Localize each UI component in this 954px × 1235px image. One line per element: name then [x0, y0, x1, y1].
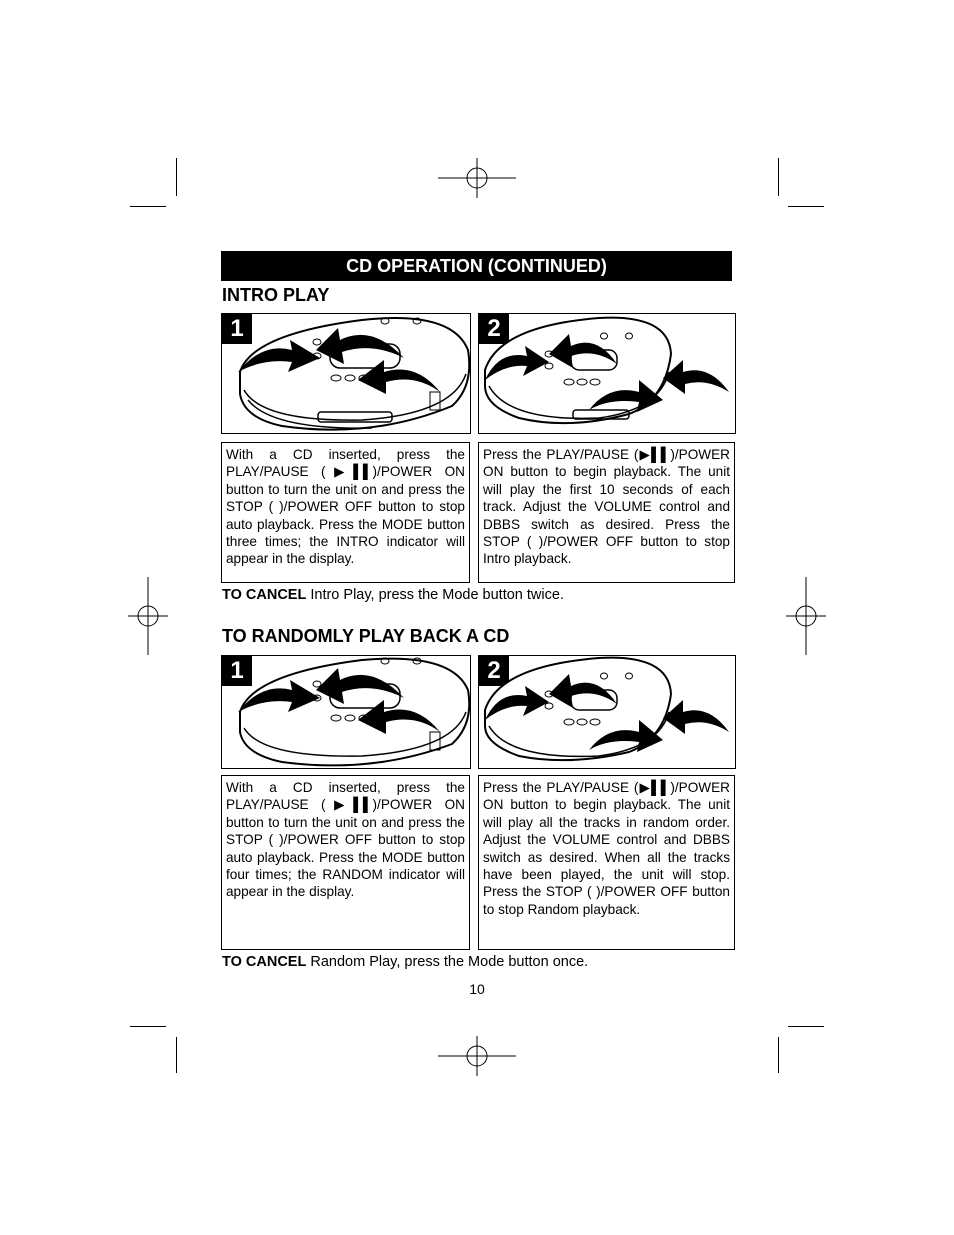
- section-banner: [221, 251, 732, 281]
- intro-step2-instructions: [478, 442, 735, 583]
- step-badge: 1: [222, 656, 252, 686]
- intro-play-title: INTRO PLAY: [222, 285, 330, 305]
- intro-step2-illustration: [478, 313, 736, 434]
- random-play-title: TO RANDOMLY PLAY BACK A CD: [222, 626, 510, 646]
- random-step2-instructions: [478, 775, 735, 950]
- instruction-text: With a CD inserted, press the PLAY/PAUSE (▶▌▌)/POWER ON button to turn the unit on and press the STOP ( )/POWER OFF button to stop auto playback. Press the MODE button four times; the RANDOM indicator will appear in the display.: [226, 780, 465, 900]
- cancel-label: TO CANCEL: [222, 954, 307, 970]
- crop-mark: [778, 1037, 779, 1073]
- instruction-text: With a CD inserted, press the PLAY/PAUSE (▶▌▌)/POWER ON button to turn the unit on and press the STOP ( )/POWER OFF button to stop auto playback. Press the MODE button three times; the INTRO indicator will appear in the display.: [226, 447, 465, 567]
- crop-mark: [176, 158, 177, 196]
- intro-step1-instructions: [221, 442, 470, 583]
- registration-mark-top: [438, 158, 516, 198]
- cd-player-drawing: [479, 656, 735, 768]
- step-badge: 2: [479, 656, 509, 686]
- registration-mark-left: [128, 577, 168, 655]
- instruction-text: Press the PLAY/PAUSE (▶▌▌)/POWER ON button to begin playback. The unit will play the first 10 seconds of each track. Adjust the VOLUME control and DBBS switch as desired. Press the STOP ( )/POWER OFF button to stop Intro playback.: [483, 447, 730, 567]
- registration-mark-bottom: [438, 1036, 516, 1076]
- step-badge: 2: [479, 314, 509, 344]
- crop-mark: [778, 158, 779, 196]
- instruction-text: Press the PLAY/PAUSE (▶▌▌)/POWER ON button to begin playback. The unit will play all the tracks in random order. Adjust the VOLUME control and DBBS switch as desired. When all the tracks have been played, the unit will stop. Press the STOP ( )/POWER OFF button to stop Random playback.: [483, 780, 730, 917]
- registration-mark-right: [786, 577, 826, 655]
- crop-mark: [130, 206, 166, 207]
- random-step1-illustration: [221, 655, 471, 769]
- cd-player-drawing: [479, 314, 735, 433]
- crop-mark: [788, 1026, 824, 1027]
- intro-step1-illustration: [221, 313, 471, 434]
- cd-player-drawing: [222, 656, 470, 768]
- banner-title: CD OPERATION (CONTINUED): [346, 255, 607, 276]
- random-cancel-note: [222, 954, 588, 970]
- random-step1-instructions: [221, 775, 470, 950]
- cancel-text: Random Play, press the Mode button once.: [306, 954, 589, 970]
- crop-mark: [788, 206, 824, 207]
- crop-mark: [176, 1037, 177, 1073]
- intro-cancel-note: [222, 587, 564, 603]
- step-badge: 1: [222, 314, 252, 344]
- cd-player-drawing: [222, 314, 470, 433]
- crop-mark: [130, 1026, 166, 1027]
- cancel-text: Intro Play, press the Mode button twice.: [306, 587, 564, 603]
- cancel-label: TO CANCEL: [222, 587, 307, 603]
- page-number: 10: [469, 981, 485, 997]
- random-step2-illustration: [478, 655, 736, 769]
